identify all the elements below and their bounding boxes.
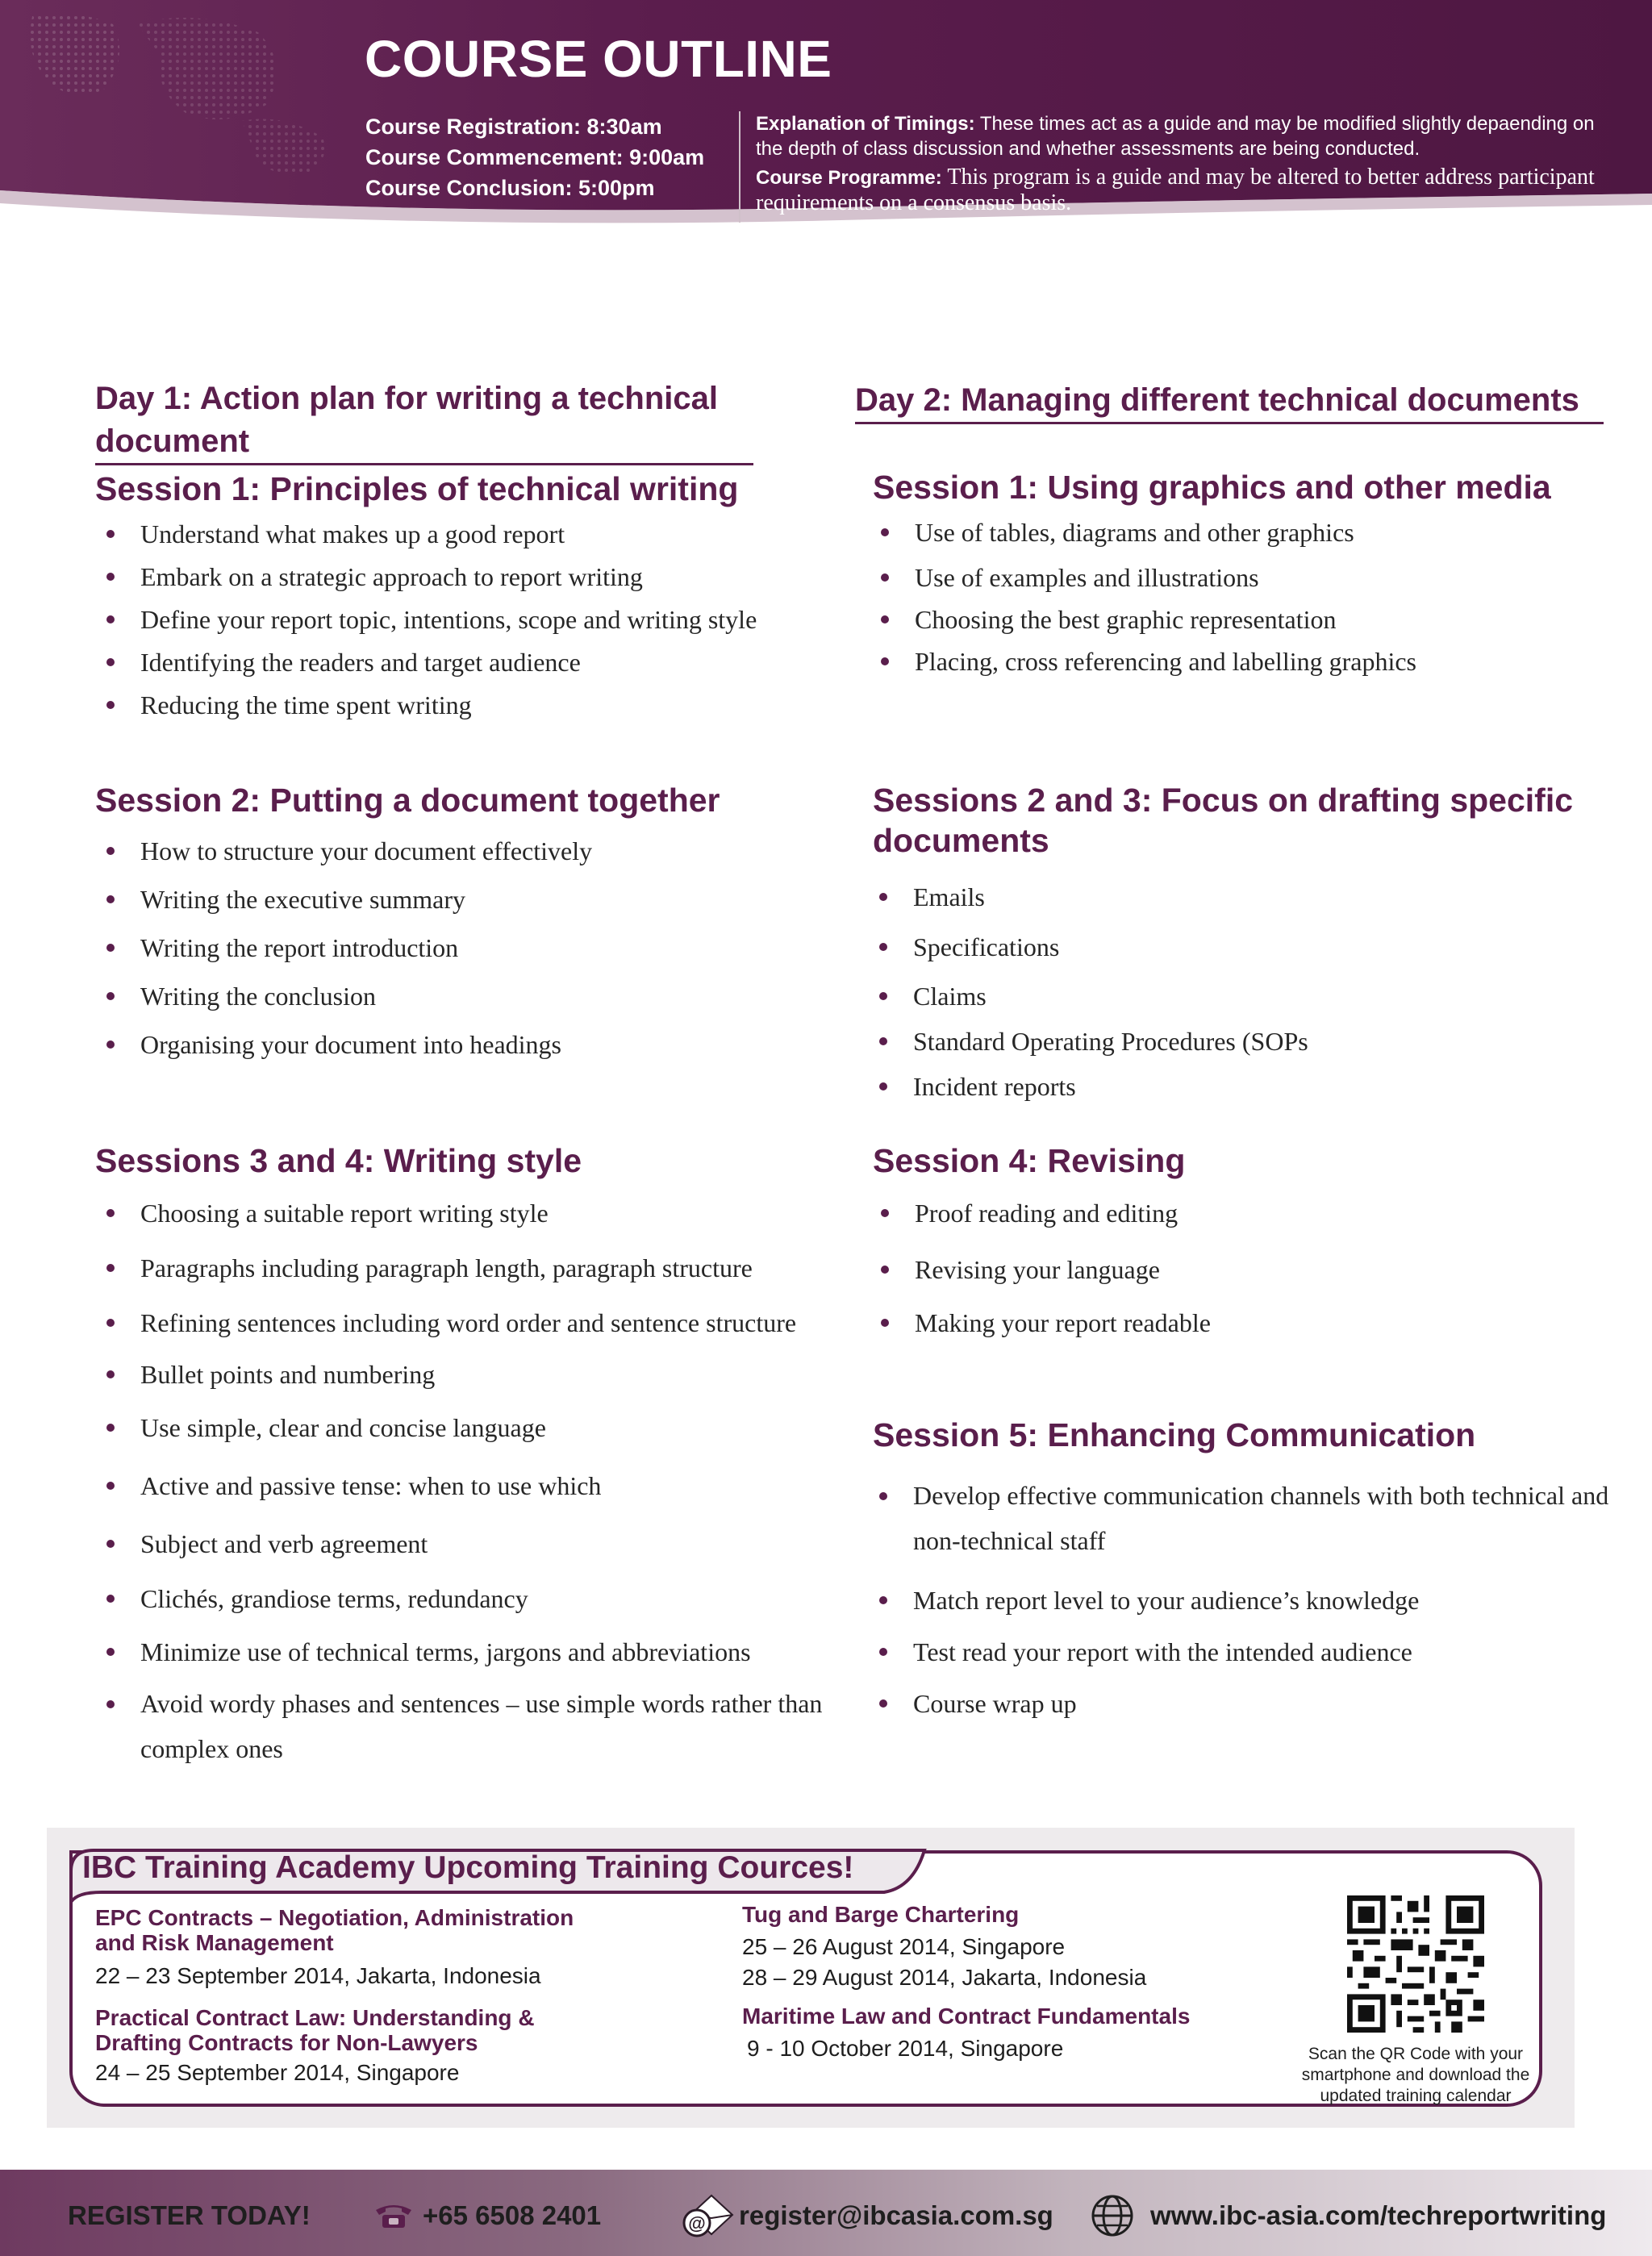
- day2-session3-title: Session 4: Revising: [873, 1142, 1186, 1179]
- bullet-icon: [106, 701, 115, 709]
- list-item: [95, 1358, 837, 1412]
- bullet-icon: [881, 1266, 889, 1274]
- bullet-icon: [881, 1319, 889, 1327]
- list-item-text: Placing, cross referencing and labelling graphics: [915, 647, 1416, 676]
- list-item-text: Embark on a strategic approach to report writing: [140, 562, 643, 591]
- course-date: 22 – 23 September 2014, Jakarta, Indonesia: [95, 1963, 541, 1988]
- list-item: [870, 1197, 1211, 1253]
- bullet-icon: [879, 992, 887, 1000]
- list-item-text: Writing the executive summary: [140, 885, 466, 914]
- course-title[interactable]: Tug and Barge Chartering: [742, 1902, 1020, 1927]
- header-banner: [0, 0, 1652, 234]
- bullet-icon: [881, 1209, 889, 1217]
- list-item-text: Writing the report introduction: [140, 933, 459, 962]
- list-item: [95, 646, 757, 689]
- bullet-icon: [106, 530, 115, 538]
- day1-session1-list: [95, 518, 757, 732]
- bullet-icon: [106, 1209, 115, 1217]
- register-today-label: REGISTER TODAY!: [68, 2200, 311, 2230]
- bullet-icon: [106, 944, 115, 952]
- day2-title: Day 2: Managing different technical documents: [855, 379, 1604, 424]
- bullet-icon: [106, 847, 115, 855]
- list-item-text: Revising your language: [915, 1255, 1160, 1284]
- bullet-icon: [879, 1492, 887, 1500]
- list-item-text: Course wrap up: [913, 1689, 1077, 1718]
- bullet-icon: [106, 1482, 115, 1490]
- bullet-icon: [879, 1648, 887, 1656]
- phone-number[interactable]: +65 6508 2401: [423, 2200, 602, 2230]
- svg-text:@: @: [688, 2213, 706, 2233]
- bullet-icon: [881, 528, 889, 536]
- footer-bar: [0, 2170, 1652, 2256]
- bullet-icon: [879, 1699, 887, 1708]
- course-commencement-time: Course Commencement: 9:00am: [365, 145, 705, 169]
- bullet-icon: [881, 615, 889, 623]
- bullet-icon: [106, 1700, 115, 1708]
- bullet-icon: [881, 657, 889, 665]
- programme-note: [756, 165, 1611, 216]
- list-item: [95, 1528, 837, 1583]
- list-item: [868, 881, 1308, 931]
- qr-caption: Scan the QR Code with your smartphone and download the updated training calendar: [1301, 2045, 1530, 2105]
- day1-session2-title: Session 2: Putting a document together: [95, 782, 720, 819]
- list-item-text: Understand what makes up a good report: [140, 519, 565, 548]
- bullet-icon: [879, 943, 887, 951]
- bullet-icon: [106, 1648, 115, 1656]
- list-item-text: Paragraphs including paragraph length, paragraph structure: [140, 1253, 753, 1282]
- course-date: 25 – 26 August 2014, Singapore: [742, 1934, 1066, 1959]
- email-icon: [679, 2191, 736, 2239]
- day1-session3-title: Sessions 3 and 4: Writing style: [95, 1142, 582, 1179]
- timings-note: [756, 111, 1611, 161]
- bullet-icon: [879, 1037, 887, 1045]
- list-item: [868, 1025, 1308, 1070]
- list-item-text: Choosing a suitable report writing style: [140, 1199, 549, 1228]
- list-item-text: Clichés, grandiose terms, redundancy: [140, 1584, 528, 1613]
- bullet-icon: [106, 1424, 115, 1432]
- list-item: [870, 603, 1416, 645]
- list-item-text: How to structure your document effectively: [140, 836, 593, 865]
- upcoming-title: IBC Training Academy Upcoming Training Cources!: [82, 1850, 854, 1885]
- day1-title: Day 1: Action plan for writing a technical document: [95, 377, 753, 465]
- day2-session4-title: Session 5: Enhancing Communication: [873, 1416, 1476, 1453]
- course-date: 9 - 10 October 2014, Singapore: [747, 2036, 1064, 2061]
- bullet-icon: [106, 992, 115, 1000]
- day1-session3-list: [95, 1197, 837, 1771]
- bullet-icon: [879, 893, 887, 901]
- list-item-text: Specifications: [913, 932, 1060, 961]
- list-item: [95, 561, 757, 603]
- phone-icon: [373, 2199, 415, 2231]
- list-item: [868, 1070, 1308, 1115]
- course-title[interactable]: Practical Contract Law: Understanding & Drafting Contracts for Non-Lawyers: [95, 2005, 535, 2055]
- list-item-text: Choosing the best graphic representation: [915, 605, 1337, 634]
- course-title[interactable]: EPC Contracts – Negotiation, Administration and Risk Management: [95, 1905, 574, 1955]
- bullet-icon: [106, 573, 115, 581]
- list-item-text: Use of tables, diagrams and other graphics: [915, 518, 1354, 547]
- bullet-icon: [879, 1596, 887, 1604]
- list-item: [870, 1307, 1211, 1355]
- list-item: [95, 1197, 837, 1252]
- list-item: [870, 645, 1416, 687]
- list-item: [95, 689, 757, 732]
- list-item: [95, 835, 592, 883]
- globe-icon: [1091, 2194, 1134, 2237]
- bullet-icon: [106, 1595, 115, 1603]
- list-item: [95, 1681, 850, 1771]
- list-item-text: Bullet points and numbering: [140, 1360, 436, 1389]
- course-title[interactable]: Maritime Law and Contract Fundamentals: [742, 2004, 1191, 2029]
- bullet-icon: [106, 1040, 115, 1049]
- list-item-text: Making your report readable: [915, 1308, 1211, 1337]
- list-item: [95, 1252, 837, 1307]
- list-item: [95, 883, 592, 932]
- list-item-text: Active and passive tense: when to use which: [140, 1471, 602, 1500]
- list-item: [868, 931, 1308, 980]
- bullet-icon: [106, 1319, 115, 1327]
- day2-session3-list: [870, 1197, 1211, 1355]
- day1-session2-list: [95, 835, 592, 1077]
- day2-session4-list: [868, 1473, 1618, 1736]
- bullet-icon: [106, 1264, 115, 1272]
- course-registration-time: Course Registration: 8:30am: [365, 115, 662, 139]
- list-item: [870, 561, 1416, 603]
- page-title: COURSE OUTLINE: [365, 30, 832, 88]
- day2-session1-list: [870, 516, 1416, 687]
- list-item-text: Subject and verb agreement: [140, 1529, 428, 1558]
- list-item-text: Identifying the readers and target audience: [140, 648, 581, 677]
- course-date: 24 – 25 September 2014, Singapore: [95, 2060, 460, 2085]
- bullet-icon: [106, 615, 115, 623]
- day1-session1-title: Session 1: Principles of technical writing: [95, 470, 739, 507]
- website-url[interactable]: www.ibc-asia.com/techreportwriting: [1150, 2200, 1607, 2230]
- email-address[interactable]: register@ibcasia.com.sg: [739, 2200, 1053, 2230]
- course-date: 28 – 29 August 2014, Jakarta, Indonesia: [742, 1965, 1147, 1990]
- list-item-text: Incident reports: [913, 1072, 1076, 1101]
- list-item: [95, 932, 592, 980]
- list-item: [868, 1473, 1618, 1563]
- list-item-text: Avoid wordy phases and sentences – use simple words rather than complex ones: [140, 1689, 823, 1763]
- list-item-text: Claims: [913, 982, 987, 1011]
- programme-label: Course Programme:: [756, 167, 942, 189]
- list-item: [95, 1412, 837, 1470]
- timings-text: These times act as a guide and may be modified slightly depaending on the depth of class discussion and whether assessments are being conducted.: [756, 113, 1595, 160]
- list-item: [95, 1583, 837, 1636]
- course-conclusion-time: Course Conclusion: 5:00pm: [365, 176, 655, 200]
- list-item: [868, 1687, 1618, 1736]
- list-item: [95, 1307, 837, 1358]
- list-item-text: Define your report topic, intentions, scope and writing style: [140, 605, 757, 634]
- bullet-icon: [881, 573, 889, 582]
- day2-session2-list: [868, 881, 1308, 1115]
- list-item-text: Standard Operating Procedures (SOPs: [913, 1027, 1308, 1056]
- list-item: [868, 1584, 1618, 1636]
- list-item: [95, 1470, 837, 1528]
- list-item-text: Proof reading and editing: [915, 1199, 1179, 1228]
- list-item: [868, 980, 1308, 1025]
- list-item: [868, 1636, 1618, 1687]
- list-item-text: Refining sentences including word order and sentence structure: [140, 1308, 797, 1337]
- list-item: [95, 518, 757, 561]
- list-item-text: Reducing the time spent writing: [140, 690, 472, 719]
- list-item-text: Develop effective communication channels with both technical and non-technical staff: [913, 1481, 1609, 1555]
- bullet-icon: [879, 1082, 887, 1090]
- day2-session2-title: Sessions 2 and 3: Focus on drafting specific documents: [873, 782, 1574, 859]
- list-item: [95, 1028, 592, 1077]
- day2-session1-title: Session 1: Using graphics and other media: [873, 469, 1551, 506]
- list-item: [95, 1636, 837, 1681]
- list-item-text: Use simple, clear and concise language: [140, 1413, 546, 1442]
- qr-code[interactable]: [1347, 1895, 1484, 2033]
- programme-text: This program is a guide and may be altered to better address participant requirements on a consensus basis.: [756, 165, 1595, 215]
- list-item-text: Writing the conclusion: [140, 982, 376, 1011]
- timings-label: Explanation of Timings:: [756, 113, 975, 135]
- list-item-text: Use of examples and illustrations: [915, 563, 1259, 592]
- bullet-icon: [106, 1540, 115, 1548]
- list-item-text: Organising your document into headings: [140, 1030, 561, 1059]
- bullet-icon: [106, 895, 115, 903]
- list-item-text: Test read your report with the intended audience: [913, 1637, 1412, 1666]
- header-notes: [756, 111, 1611, 219]
- list-item: [870, 1253, 1211, 1307]
- upcoming-courses-panel: [47, 1828, 1575, 2128]
- list-item: [95, 603, 757, 646]
- list-item-text: Emails: [913, 882, 985, 911]
- bullet-icon: [106, 1370, 115, 1378]
- list-item-text: Minimize use of technical terms, jargons and abbreviations: [140, 1637, 751, 1666]
- list-item-text: Match report level to your audience’s knowledge: [913, 1586, 1420, 1615]
- bullet-icon: [106, 658, 115, 666]
- header-divider: [739, 111, 740, 223]
- list-item: [870, 516, 1416, 561]
- list-item: [95, 980, 592, 1028]
